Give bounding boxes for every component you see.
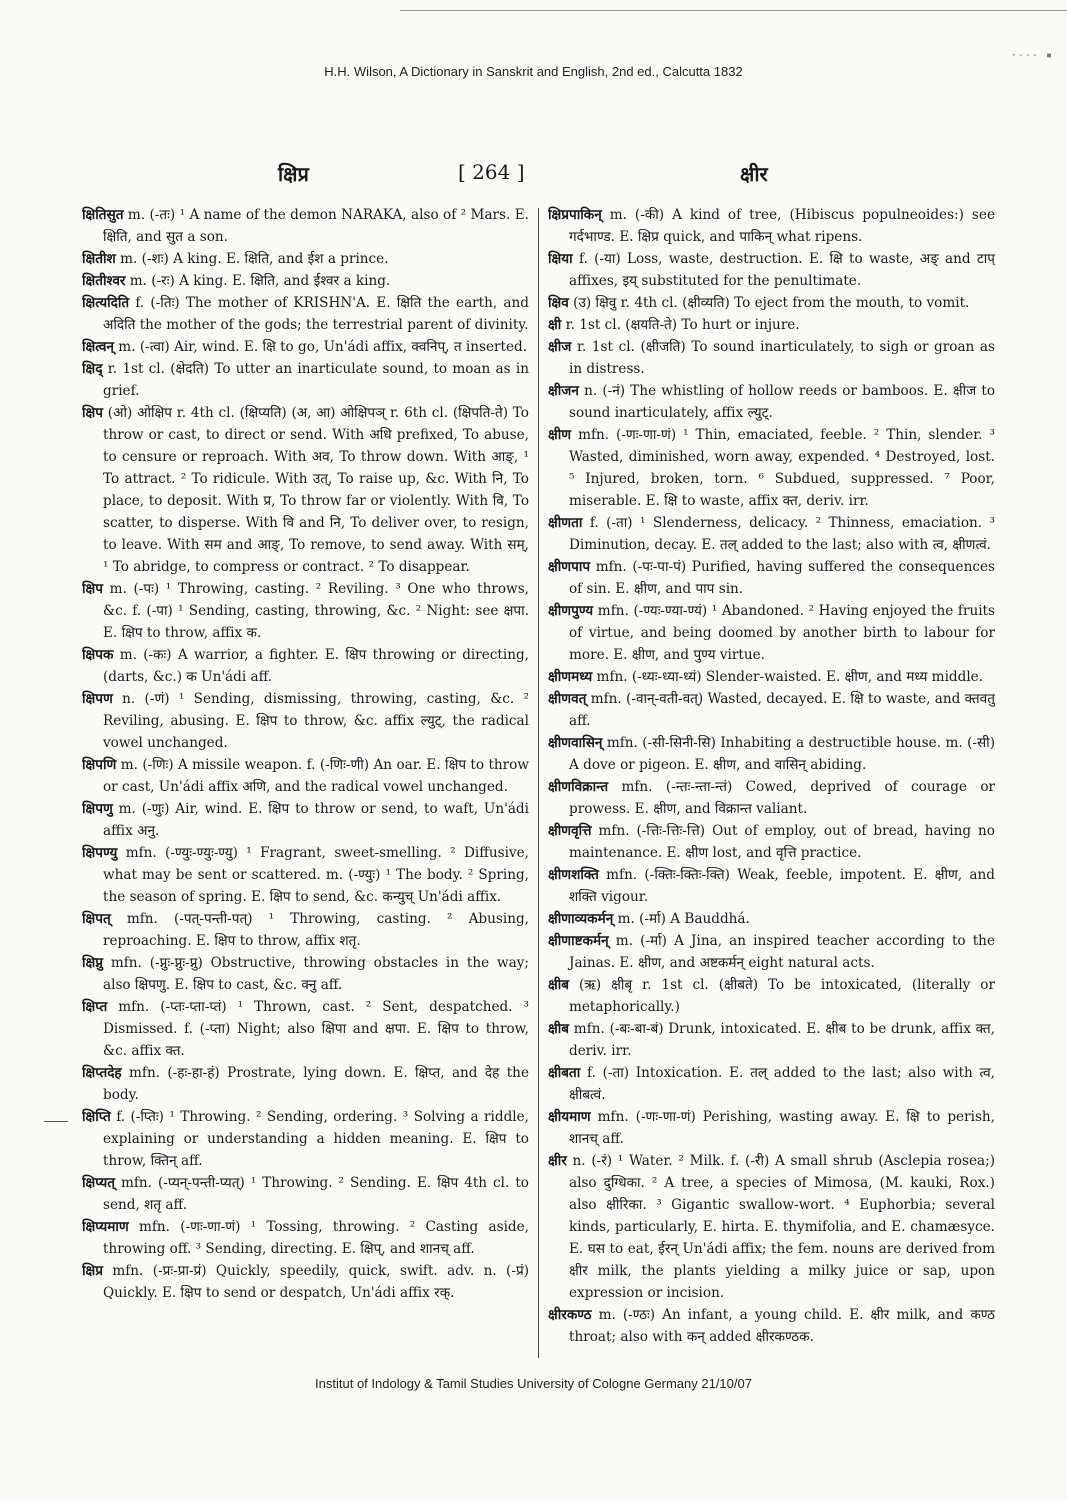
entry-definition: f. (-तिः) The mother of KRISHN'A. E. क्षिति the earth, and अदिति the mother of the gods; the terrestrial parent of divinity. xyxy=(103,295,529,333)
dictionary-entry xyxy=(548,1062,995,1106)
entry-headword: क्षीणाव्यकर्मन् xyxy=(548,911,614,927)
entry-headword: क्षिप xyxy=(82,405,103,421)
dictionary-entry xyxy=(548,1304,995,1348)
dictionary-entry xyxy=(548,688,995,732)
entry-definition: m. (-र्मा) A Bauddhá. xyxy=(613,911,750,927)
entry-headword: क्षीब xyxy=(548,977,570,993)
entry-headword: क्षीणाष्टकर्मन् xyxy=(548,933,609,949)
entry-definition: mfn. (-ध्यः-ध्या-ध्यं) Slender-waisted. E. क्षीण, and मध्य middle. xyxy=(592,669,984,685)
dictionary-entry xyxy=(82,358,529,402)
entry-definition: m. (-णुः) Air, wind. E. क्षिप to throw or send, to waft, Un'ádi affix अनु. xyxy=(103,801,529,839)
dictionary-entry xyxy=(82,996,529,1062)
entry-headword: क्षीरकण्ठ xyxy=(548,1307,592,1323)
entry-definition: f. (-ता) Intoxication. E. तल् added to the last; also with त्व, क्षीबत्वं. xyxy=(569,1065,995,1103)
entry-definition: m. (-की) A kind of tree, (Hibiscus populneoides:) see गर्दभाण्ड. E. क्षिप्र quick, and पाकिन् what ripens. xyxy=(569,207,995,245)
entry-definition: m. (-त्वा) Air, wind. E. क्षि to go, Un'ádi affix, क्वनिप्, त inserted. xyxy=(113,339,528,355)
entry-headword: क्षीब xyxy=(548,1021,570,1037)
entry-headword: क्षीणवृत्ति xyxy=(548,823,592,839)
dictionary-entry xyxy=(548,556,995,600)
entry-headword: क्षीणता xyxy=(548,515,583,531)
entry-headword: क्षिद् xyxy=(82,361,103,377)
entry-definition: f. (-या) Loss, waste, destruction. E. क्षि to waste, अङ् and टाप् affixes, इय् substituted for the penultimate. xyxy=(569,251,995,289)
entry-headword: क्षिप्यत् xyxy=(82,1175,115,1191)
entry-headword: क्षित्वन् xyxy=(82,339,114,355)
dictionary-entry xyxy=(548,600,995,666)
dictionary-entry xyxy=(82,336,529,358)
entry-definition: m. (-ण्ठः) An infant, a young child. E. क्षीर milk, and कण्ठ throat; also with कन् added क्षीरकण्ठक. xyxy=(569,1307,995,1345)
entry-definition: m. (-रः) A king. E. क्षिति, and ईश्वर a king. xyxy=(125,273,391,289)
dictionary-entry xyxy=(82,644,529,688)
entry-headword: क्षिपक xyxy=(82,647,114,663)
dictionary-entry xyxy=(82,908,529,952)
entry-headword: क्षिपणि xyxy=(82,757,117,773)
dictionary-entry xyxy=(548,974,995,1018)
entry-definition: m. (-पः) ¹ Throwing, casting. ² Reviling. ³ One who throws, &c. f. (-पा) ¹ Sending, casting, throwing, &c. ² Night: see क्षपा. E. क्षिप to throw, affix क. xyxy=(103,581,529,641)
entry-definition: m. (-णिः) A missile weapon. f. (-णिः-णी) An oar. E. क्षिप to throw or cast, Un'ádi affix अणि, and the radical vowel unchanged. xyxy=(103,757,529,795)
dictionary-entry xyxy=(548,732,995,776)
dictionary-entry xyxy=(548,512,995,556)
dictionary-entry xyxy=(548,204,995,248)
column-divider xyxy=(538,208,539,1358)
entry-definition: mfn. (-णः-णा-णं) ¹ Thin, emaciated, feeble. ² Thin, slender. ³ Wasted, diminished, worn away, expended. ⁴ Destroyed, lost. ⁵ Injured, broken, torn. ⁶ Subdued, suppressed. ⁷ Poor, miserable. E. क्षि to waste, affix क्त, deriv. irr. xyxy=(569,427,995,509)
entry-headword: क्षिपणु xyxy=(82,801,113,817)
entry-headword: क्षितीश्वर xyxy=(82,273,126,289)
dictionary-entry xyxy=(82,1062,529,1106)
dictionary-entry xyxy=(82,688,529,754)
entry-definition: m. (-कः) A warrior, a fighter. E. क्षिप throwing or directing, (darts, &c.) क Un'ádi aff. xyxy=(103,647,529,685)
entry-headword: क्षीयमाण xyxy=(548,1109,591,1125)
entry-definition: mfn. (-बः-बा-बं) Drunk, intoxicated. E. क्षीब to be drunk, affix क्त, deriv. irr. xyxy=(569,1021,995,1059)
entry-definition: mfn. (-वान्-वती-वत्) Wasted, decayed. E. क्षि to waste, and क्तवतु aff. xyxy=(569,691,995,729)
dictionary-entry xyxy=(82,1260,529,1304)
dictionary-entry xyxy=(82,204,529,248)
entry-headword: क्षीणपुण्य xyxy=(548,603,594,619)
entry-definition: f. (-प्तिः) ¹ Throwing. ² Sending, ordering. ³ Solving a riddle, explaining or understanding a hidden meaning. E. क्षिप to throw, क्तिन् aff. xyxy=(103,1109,529,1169)
entry-definition: m. (-र्मा) A Jina, an inspired teacher according to the Jainas. E. क्षीण, and अष्टकर्मन् eight natural acts. xyxy=(569,933,995,971)
entry-definition: mfn. (-प्रः-प्रा-प्रं) Quickly, speedily, quick, swift. adv. n. (-प्रं) Quickly. E. क्षिप to send or despatch, Un'ádi affix रक्. xyxy=(103,1263,529,1301)
dictionary-entry xyxy=(548,248,995,292)
entry-definition: mfn. (-हः-हा-हं) Prostrate, lying down. E. क्षिप्त, and देह the body. xyxy=(103,1065,529,1103)
dictionary-entry xyxy=(82,292,529,336)
entry-headword: क्षितीश xyxy=(82,251,116,267)
source-footer: Institut of Indology & Tamil Studies University of Cologne Germany 21/10/07 xyxy=(315,1376,752,1391)
top-scan-rule xyxy=(400,10,1067,11)
entry-headword: क्षिप xyxy=(82,581,103,597)
entry-definition: mfn. (-त्तिः-त्तिः-त्ति) Out of employ, out of bread, having no maintenance. E. क्षीण lost, and वृत्ति practice. xyxy=(569,823,995,861)
entry-definition: r. 1st cl. (क्षेदति) To utter an inarticulate sound, to moan as in grief. xyxy=(102,361,529,399)
running-head-left: क्षिप्र xyxy=(278,162,309,186)
entry-headword: क्षीर xyxy=(548,1153,567,1169)
dictionary-entry xyxy=(548,666,995,688)
entry-definition: n. (-णं) ¹ Sending, dismissing, throwing, casting, &c. ² Reviling, abusing. E. क्षिप to throw, &c. affix ल्युट्, the radical vowel unchanged. xyxy=(103,691,529,751)
dictionary-entry xyxy=(82,842,529,908)
dictionary-entry xyxy=(82,1172,529,1216)
entry-headword: क्षिप्र xyxy=(82,1263,104,1279)
entry-definition: m. (-शः) A king. E. क्षिति, and ईश a prince. xyxy=(115,251,389,267)
entry-headword: क्षीणविक्रान्त xyxy=(548,779,609,795)
entry-headword: क्षी xyxy=(548,317,562,333)
dictionary-entry xyxy=(82,248,529,270)
entry-headword: क्षिप्नु xyxy=(82,955,104,971)
dictionary-entry xyxy=(82,1106,529,1172)
running-head-right: क्षीर xyxy=(740,162,768,186)
entry-definition: mfn. (-प्नुः-प्नुः-प्नु) Obstructive, throwing obstacles in the way; also क्षिपणु. E. क्षिप to cast, &c. क्नु aff. xyxy=(103,955,529,993)
entry-definition: (ऋ) क्षीबृ r. 1st cl. (क्षीबते) To be intoxicated, (literally or metaphorically.) xyxy=(569,977,995,1015)
entry-definition: r. 1st cl. (क्षयति-ते) To hurt or injure. xyxy=(561,317,800,333)
entry-headword: क्षिप्यमाण xyxy=(82,1219,129,1235)
dictionary-entry xyxy=(548,908,995,930)
entry-headword: क्षीणमध्य xyxy=(548,669,593,685)
entry-headword: क्षीबता xyxy=(548,1065,581,1081)
dictionary-entry xyxy=(548,776,995,820)
right-column xyxy=(548,204,995,1364)
entry-headword: क्षिप्तदेह xyxy=(82,1065,122,1081)
source-header: H.H. Wilson, A Dictionary in Sanskrit and English, 2nd ed., Calcutta 1832 xyxy=(324,64,743,79)
dictionary-entry xyxy=(548,864,995,908)
entry-definition: (ओ) ओक्षिप r. 4th cl. (क्षिप्यति) (अ, आ) ओक्षिपञ् r. 6th cl. (क्षिपति-ते) To throw or cast, to direct or send. With अधि prefixed, To abuse, to censure or reproach. With अव, To throw down. With आङ्, ¹ To attract. ² To ridicule. With उत्, To raise up, &c. With नि, To place, to deposit. With प्र, To throw far or violently. With वि, To scatter, to disperse. With वि and नि, To deliver over, to resign, to leave. With सम and आङ्, To remove, to send away. With सम्, ¹ To abridge, to compress or contract. ² To disappear. xyxy=(103,405,529,575)
dictionary-entry xyxy=(548,424,995,512)
entry-definition: mfn. (-पत्-पन्ती-पत्) ¹ Throwing, casting. ² Abusing, reproaching. E. क्षिप to throw, affix शतृ. xyxy=(103,911,529,949)
entry-definition: n. (-रं) ¹ Water. ² Milk. f. (-री) A small shrub (Asclepia rosea;) also दुग्धिका. ² A tree, a species of Mimosa, (M. kauki, Rox.) also क्षीरिका. ³ Gigantic swallow-wort. ⁴ Euphorbia; several kinds, particularly, E. hirta. E. thymifolia, and E. chamæsyce. E. घस to eat, ईरन् Un'ádi affix; the fem. nouns are derived from क्षीर milk, the plants yielding a milky juice or sap, upon expression or incision. xyxy=(566,1153,995,1301)
dictionary-entry xyxy=(548,930,995,974)
entry-definition: mfn. (-प्तः-प्ता-प्तं) ¹ Thrown, cast. ² Sent, despatched. ³ Dismissed. f. (-प्ता) Night; also क्षिपा and क्षपा. E. क्षिप to throw, &c. affix क्त. xyxy=(103,999,529,1059)
scan-mark: ·‑‑‑ ▪ xyxy=(1010,50,1053,61)
entry-headword: क्षिव xyxy=(548,295,569,311)
dictionary-entry xyxy=(548,380,995,424)
dictionary-entry xyxy=(82,402,529,578)
dictionary-entry xyxy=(548,820,995,864)
dictionary-entry xyxy=(548,1150,995,1304)
entry-headword: क्षित्यदिति xyxy=(82,295,130,311)
running-head xyxy=(0,160,1067,190)
entry-headword: क्षिपण्यु xyxy=(82,845,118,861)
entry-definition: f. (-ता) ¹ Slenderness, delicacy. ² Thinness, emaciation. ³ Diminution, decay. E. तल् added to the last; also with त्व, क्षीणत्वं. xyxy=(569,515,995,553)
dictionary-entry xyxy=(548,1018,995,1062)
entry-definition: mfn. (-ण्यः-ण्या-ण्यं) ¹ Abandoned. ² Having enjoyed the fruits of virtue, and being doomed by another birth to labour for more. E. क्षीण, and पुण्य virtue. xyxy=(569,603,995,663)
dictionary-entry xyxy=(548,292,995,314)
entry-headword: क्षीजन xyxy=(548,383,579,399)
entry-headword: क्षिपण xyxy=(82,691,113,707)
dictionary-entry xyxy=(82,578,529,644)
entry-definition: mfn. (-णः-णा-णं) ¹ Tossing, throwing. ² Casting aside, throwing off. ³ Sending, directing. E. क्षिप्, and शानच् aff. xyxy=(103,1219,529,1257)
dictionary-entry xyxy=(548,314,995,336)
entry-headword: क्षीणशक्ति xyxy=(548,867,599,883)
entry-headword: क्षितिसुत xyxy=(82,207,124,223)
dictionary-entry xyxy=(548,336,995,380)
dictionary-entry xyxy=(548,1106,995,1150)
entry-headword: क्षीणवत् xyxy=(548,691,587,707)
entry-definition: n. (-नं) The whistling of hollow reeds or bamboos. E. क्षीज to sound inarticulately, affix ल्युट्. xyxy=(569,383,995,421)
dictionary-entry xyxy=(82,798,529,842)
entry-definition: mfn. (-णः-णा-णं) Perishing, wasting away. E. क्षि to perish, शानच् aff. xyxy=(569,1109,995,1147)
entry-headword: क्षिप्त xyxy=(82,999,108,1015)
dictionary-entry xyxy=(82,1216,529,1260)
entry-definition: mfn. (-क्तिः-क्तिः-क्ति) Weak, feeble, impotent. E. क्षीण, and शक्ति vigour. xyxy=(569,867,995,905)
entry-headword: क्षीणवासिन् xyxy=(548,735,603,751)
entry-headword: क्षीज xyxy=(548,339,572,355)
entry-headword: क्षिप्रपाकिन् xyxy=(548,207,602,223)
entry-headword: क्षिपत् xyxy=(82,911,111,927)
entry-definition: mfn. (-सी-सिनी-सि) Inhabiting a destructible house. m. (-सी) A dove or pigeon. E. क्षीण, and वासिन् abiding. xyxy=(569,735,995,773)
entry-definition: m. (-तः) ¹ A name of the demon NARAKA, also of ² Mars. E. क्षिति, and सुत a son. xyxy=(103,207,529,245)
entry-definition: mfn. (-न्तः-न्ता-न्तं) Cowed, deprived of courage or prowess. E. क्षीण, and विक्रान्त valiant. xyxy=(569,779,995,817)
dictionary-entry xyxy=(82,270,529,292)
dictionary-entry xyxy=(82,754,529,798)
entry-definition: (उ) क्षिवु r. 4th cl. (क्षीव्यति) To eject from the mouth, to vomit. xyxy=(568,295,970,311)
entry-definition: r. 1st cl. (क्षीजति) To sound inarticulately, to sigh or groan as in distress. xyxy=(569,339,995,377)
entry-definition: mfn. (-पः-पा-पं) Purified, having suffered the consequences of sin. E. क्षीण, and पाप sin. xyxy=(569,559,995,597)
entry-headword: क्षीण xyxy=(548,427,572,443)
entry-definition: mfn. (-ण्युः-ण्युः-ण्यु) ¹ Fragrant, sweet-smelling. ² Diffusive, what may be sent or scattered. m. (-ण्युः) ¹ The body. ² Spring, the season of spring. E. क्षिप to send, &c. कन्युच् Un'ádi affix. xyxy=(103,845,529,905)
entry-headword: क्षिप्ति xyxy=(82,1109,111,1125)
entry-headword: क्षीणपाप xyxy=(548,559,591,575)
left-column xyxy=(82,204,529,1364)
entry-definition: mfn. (-प्यन्-पन्ती-प्यत्) ¹ Throwing. ² Sending. E. क्षिप 4th cl. to send, शतृ aff. xyxy=(103,1175,529,1213)
dictionary-entry xyxy=(82,952,529,996)
page-number: [ 264 ] xyxy=(458,160,525,184)
entry-headword: क्षिया xyxy=(548,251,573,267)
margin-mark xyxy=(44,1121,68,1122)
